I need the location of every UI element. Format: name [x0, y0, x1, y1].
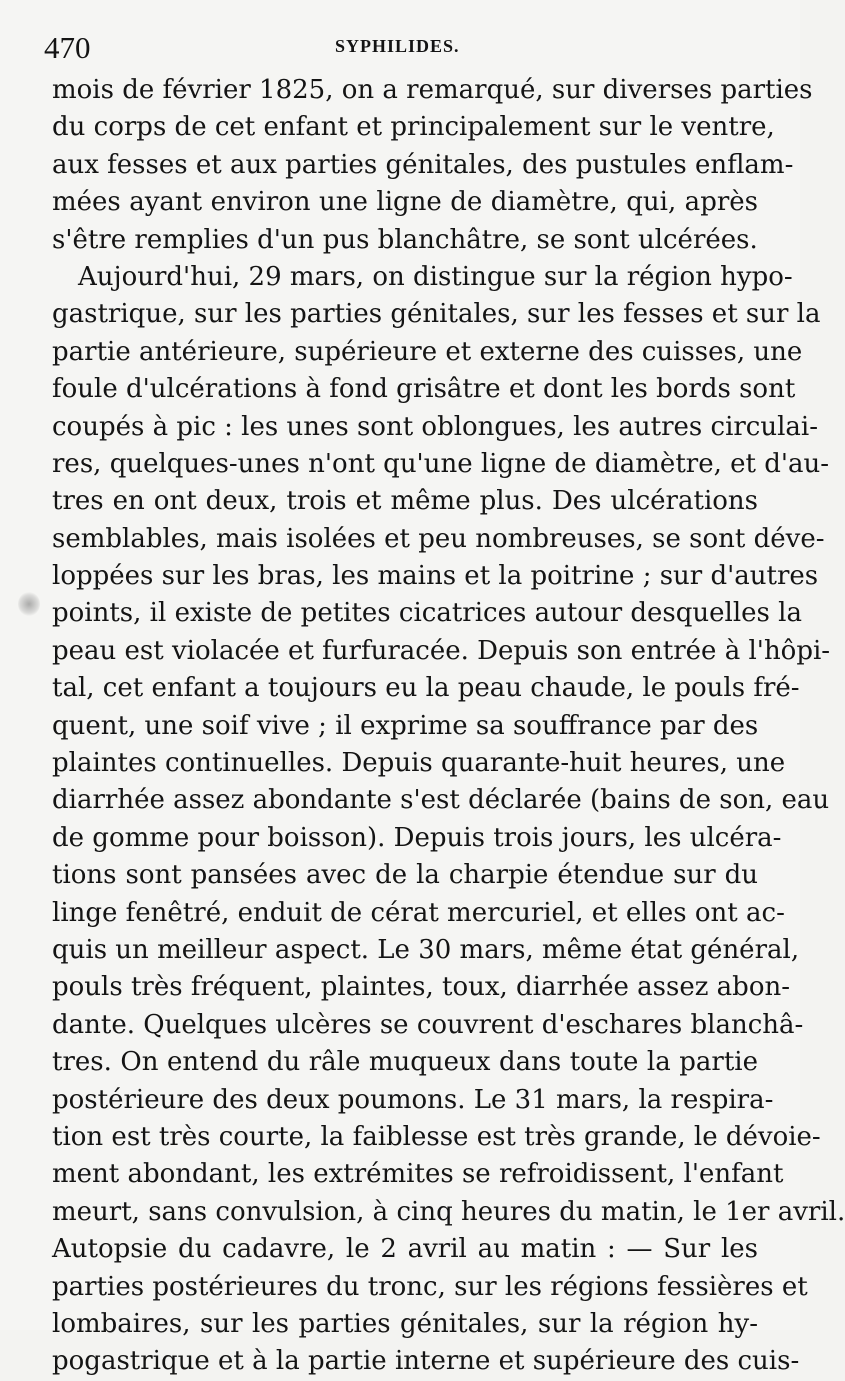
text-line: tres en ont deux, trois et même plus. Des ulcérations: [52, 486, 758, 517]
running-head: SYPHILIDES.: [335, 36, 460, 56]
text-line: dante. Quelques ulcères se couvrent d'eschares blanchâ-: [52, 1009, 804, 1040]
text-line: postérieure des deux poumons. Le 31 mars, la respira-: [52, 1084, 774, 1115]
text-line: du corps de cet enfant et principalement sur le ventre,: [52, 112, 775, 143]
text-line: plaintes continuelles. Depuis quarante-huit heures, une: [52, 748, 786, 779]
text-line: peau est violacée et furfuracée. Depuis son entrée à l'hôpi-: [52, 635, 831, 666]
text-line: res, quelques-unes n'ont qu'une ligne de diamètre, et d'au-: [52, 448, 830, 479]
text-line: mois de février 1825, on a remarqué, sur diverses parties: [52, 75, 813, 105]
text-line: gastrique, sur les parties génitales, sur les fesses et sur la: [52, 299, 821, 330]
text-line: coupés à pic : les unes sont oblongues, les autres circulai-: [52, 411, 819, 442]
text-line: semblables, mais isolées et peu nombreuses, se sont déve-: [52, 523, 825, 554]
text-line: Autopsie du cadavre, le 2 avril au matin : — Sur les: [52, 1234, 758, 1265]
text-line: ment abondant, les extrémites se refroidissent, l'enfant: [52, 1159, 784, 1190]
text-line: s'être remplies d'un pus blanchâtre, se sont ulcérées.: [52, 224, 758, 255]
text-line: tions sont pansées avec de la charpie étendue sur du: [52, 860, 758, 891]
text-line: meurt, sans convulsion, à cinq heures du matin, le 1er avril.: [52, 1196, 845, 1227]
text-line: de gomme pour boisson). Depuis trois jours, les ulcéra-: [52, 822, 782, 853]
text-line: quis un meilleur aspect. Le 30 mars, même état général,: [52, 934, 800, 965]
text-line: tal, cet enfant a toujours eu la peau chaude, le pouls fré-: [52, 673, 800, 704]
text-line: foule d'ulcérations à fond grisâtre et dont les bords sont: [52, 374, 796, 405]
text-line: mées ayant environ une ligne de diamètre, qui, après: [52, 187, 758, 218]
body-text: [52, 72, 845, 1381]
text-line: Aujourd'hui, 29 mars, on distingue sur la région hypo-: [78, 261, 793, 292]
text-line: pouls très fréquent, plaintes, toux, diarrhée assez abon-: [52, 972, 791, 1003]
text-line: diarrhée assez abondante s'est déclarée (bains de son, eau: [52, 785, 830, 816]
ink-blot: [18, 592, 40, 616]
text-line: parties postérieures du tronc, sur les régions fessières et: [52, 1271, 808, 1302]
text-line: aux fesses et aux parties génitales, des pustules enflam-: [52, 149, 794, 180]
text-line: loppées sur les bras, les mains et la poitrine ; sur d'autres: [52, 561, 819, 592]
text-line: points, il existe de petites cicatrices autour desquelles la: [52, 598, 802, 629]
text-line: partie antérieure, supérieure et externe des cuisses, une: [52, 336, 803, 367]
page-number: 470: [44, 30, 91, 65]
text-line: tion est très courte, la faiblesse est très grande, le dévoie-: [52, 1121, 821, 1152]
text-line: pogastrique et à la partie interne et supérieure des cuis-: [52, 1346, 800, 1377]
text-line: quent, une soif vive ; il exprime sa souffrance par des: [52, 710, 759, 741]
text-line: lombaires, sur les parties génitales, sur la région hy-: [52, 1308, 758, 1339]
text-line: linge fenêtré, enduit de cérat mercuriel, et elles ont ac-: [52, 897, 785, 928]
text-line: tres. On entend du râle muqueux dans toute la partie: [52, 1047, 758, 1078]
